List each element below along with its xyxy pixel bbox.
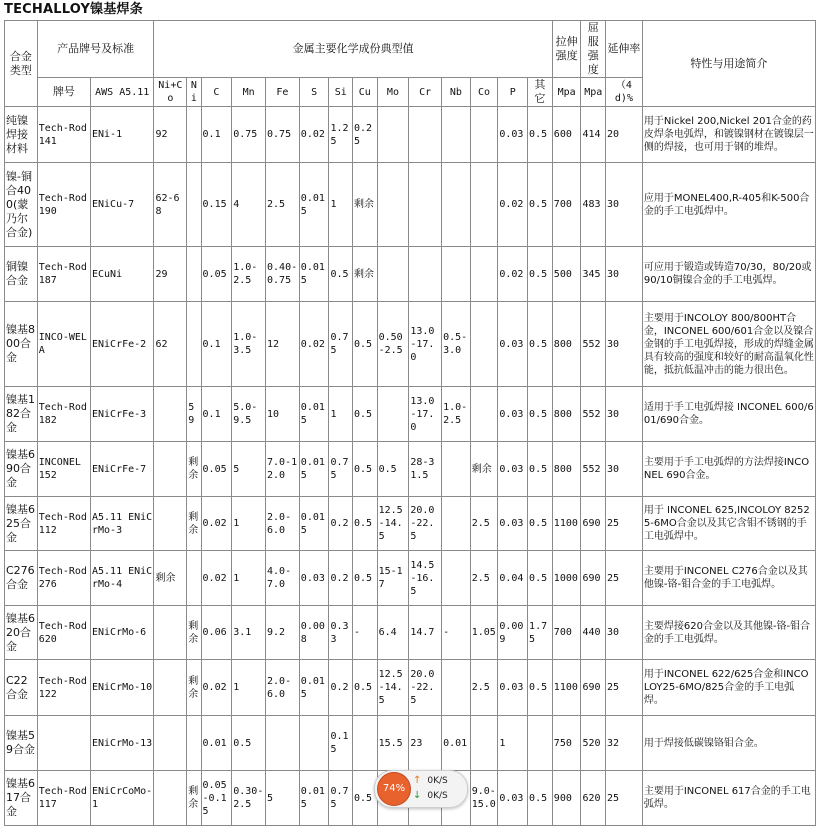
cell-mo [377, 387, 409, 442]
cell-p: 0.03 [498, 442, 528, 497]
cell-type: 镍基182合金 [5, 387, 38, 442]
subheader: （4d)% [606, 78, 643, 107]
cell-desc: 适用于手工电弧焊接 INCONEL 600/601/690合金。 [642, 387, 815, 442]
cell-fe: 9.2 [266, 606, 300, 660]
cell-s: 0.03 [299, 551, 329, 606]
network-speed-widget[interactable] [374, 770, 468, 808]
cell-tensile: 900 [552, 771, 581, 826]
cell-cr: 20.0-22.5 [409, 660, 442, 716]
cell-grade: Tech-Rod 122 [37, 660, 90, 716]
cell-nb [442, 442, 471, 497]
cell-s: 0.015 [299, 660, 329, 716]
cell-aws: ENiCrMo-6 [90, 606, 153, 660]
cell-mn: 1 [232, 660, 266, 716]
cell-tensile: 1000 [552, 551, 581, 606]
cell-tensile: 750 [552, 716, 581, 771]
cell-si: 1 [329, 387, 353, 442]
cell-nico: 62 [154, 302, 187, 387]
cell-tensile: 800 [552, 442, 581, 497]
cell-fe: 2.0-6.0 [266, 660, 300, 716]
cell-si: 0.75 [329, 442, 353, 497]
cell-mo [377, 247, 409, 302]
upload-speed [413, 775, 448, 786]
cell-si: 0.15 [329, 716, 353, 771]
cell-aws: ENi-1 [90, 107, 153, 163]
subheader: Si [329, 78, 353, 107]
cell-s: 0.02 [299, 302, 329, 387]
cell-p: 0.03 [498, 497, 528, 551]
cell-nb [442, 551, 471, 606]
alloy-table [4, 20, 816, 826]
cell-si: 0.2 [329, 551, 353, 606]
table-row [5, 606, 816, 660]
cell-grade: Tech-Rod 141 [37, 107, 90, 163]
cell-fe: 0.75 [266, 107, 300, 163]
cell-type: 镍基620合金 [5, 606, 38, 660]
table-row [5, 387, 816, 442]
header-elongation: 延伸率 [606, 21, 643, 78]
cell-fe: 10 [266, 387, 300, 442]
cell-desc: 应用于MONEL400,R-405和K-500合金的手工电弧焊中。 [642, 163, 815, 247]
table-row [5, 247, 816, 302]
cell-fe: 2.0-6.0 [266, 497, 300, 551]
cell-type: 纯镍焊接材料 [5, 107, 38, 163]
cell-other: 0.5 [528, 387, 553, 442]
cell-elong: 30 [606, 606, 643, 660]
cell-grade: Tech-Rod 112 [37, 497, 90, 551]
cell-s: 0.015 [299, 163, 329, 247]
cell-c: 0.01 [201, 716, 232, 771]
subheader: Co [470, 78, 498, 107]
cell-p: 0.03 [498, 387, 528, 442]
arrow-down-icon: ↓ [413, 790, 422, 801]
subheader: 其它 [528, 78, 553, 107]
cell-elong: 25 [606, 497, 643, 551]
cell-s [299, 716, 329, 771]
cell-grade [37, 716, 90, 771]
cell-nb [442, 163, 471, 247]
cell-s: 0.015 [299, 771, 329, 826]
table-row [5, 442, 816, 497]
cell-other: 0.5 [528, 551, 553, 606]
cell-mn: 0.5 [232, 716, 266, 771]
cell-type: C276合金 [5, 551, 38, 606]
cell-cu: 0.5 [353, 302, 378, 387]
subheader: Nb [442, 78, 471, 107]
cell-cr: 23 [409, 716, 442, 771]
cell-co: 1.05 [470, 606, 498, 660]
cell-c: 0.05 [201, 442, 232, 497]
cell-grade: Tech-Rod 187 [37, 247, 90, 302]
cell-ni [187, 247, 201, 302]
table-row [5, 660, 816, 716]
cell-p: 0.02 [498, 163, 528, 247]
cell-elong: 20 [606, 107, 643, 163]
cell-desc: 用于INCONEL 622/625合金和INCOLOY25-6MO/825合金的手工电弧焊。 [642, 660, 815, 716]
cell-aws: ENiCrMo-10 [90, 660, 153, 716]
cell-yield: 690 [581, 660, 606, 716]
cell-c: 0.02 [201, 660, 232, 716]
cell-nico [154, 606, 187, 660]
subheader: Mn [232, 78, 266, 107]
cell-aws: A5.11 ENiCrMo-3 [90, 497, 153, 551]
cell-ni: 剩余 [187, 497, 201, 551]
cell-desc: 主要用于INCOLOY 800/800HT合金，INCONEL 600/601合金以及镍合金钢的手工电弧焊接，形成的焊缝金属具有较高的强度和较好的耐高温氧化性能，抵抗低温冲击的能力很出色。 [642, 302, 815, 387]
cell-mn: 1.0-2.5 [232, 247, 266, 302]
cell-yield: 440 [581, 606, 606, 660]
cell-type: 镍基625合金 [5, 497, 38, 551]
cell-grade: Tech-Rod 190 [37, 163, 90, 247]
cell-mn: 5.0-9.5 [232, 387, 266, 442]
cell-type: 铜镍合金 [5, 247, 38, 302]
cell-si: 0.75 [329, 302, 353, 387]
cell-ni [187, 107, 201, 163]
upload-speed-value: 0K/S [427, 776, 448, 786]
download-speed [413, 790, 448, 801]
subheader: C [201, 78, 232, 107]
cell-p: 1 [498, 716, 528, 771]
cell-s: 0.015 [299, 387, 329, 442]
cell-ni: 剩余 [187, 606, 201, 660]
cell-nb: 1.0-2.5 [442, 387, 471, 442]
cell-nico [154, 387, 187, 442]
cell-mn: 1 [232, 497, 266, 551]
cell-mn: 4 [232, 163, 266, 247]
cell-cu: 0.5 [353, 387, 378, 442]
cell-tensile: 800 [552, 387, 581, 442]
cell-elong: 25 [606, 660, 643, 716]
cell-mo [377, 107, 409, 163]
cell-cr: 13.0-17.0 [409, 302, 442, 387]
table-row [5, 551, 816, 606]
cell-fe: 0.40-0.75 [266, 247, 300, 302]
cell-nb [442, 247, 471, 302]
cell-other: 0.5 [528, 247, 553, 302]
cell-cr [409, 247, 442, 302]
cell-ni [187, 551, 201, 606]
cell-tensile: 1100 [552, 660, 581, 716]
cell-yield: 345 [581, 247, 606, 302]
cell-cu: 剩余 [353, 163, 378, 247]
header-yield: 屈服强度 [581, 21, 606, 78]
cell-grade: Tech-Rod 276 [37, 551, 90, 606]
cell-other: 0.5 [528, 442, 553, 497]
subheader: Fe [266, 78, 300, 107]
table-row [5, 163, 816, 247]
cell-tensile: 600 [552, 107, 581, 163]
cell-fe: 12 [266, 302, 300, 387]
cell-cr: 14.5-16.5 [409, 551, 442, 606]
subheader: Ni+Co [154, 78, 187, 107]
cell-nb [442, 497, 471, 551]
cell-mn: 5 [232, 442, 266, 497]
cell-p: 0.04 [498, 551, 528, 606]
cell-type: 镍基617合金 [5, 771, 38, 826]
cell-yield: 552 [581, 442, 606, 497]
cell-co: 剩余 [470, 442, 498, 497]
cell-p: 0.03 [498, 107, 528, 163]
cell-ni: 59 [187, 387, 201, 442]
cell-mn: 0.30-2.5 [232, 771, 266, 826]
cell-desc: 用于焊接低碳镍铬钼合金。 [642, 716, 815, 771]
cell-si: 0.2 [329, 660, 353, 716]
cell-co: 2.5 [470, 497, 498, 551]
cell-nb [442, 107, 471, 163]
cell-fe: 4.0-7.0 [266, 551, 300, 606]
cell-si: 1.25 [329, 107, 353, 163]
arrow-up-icon: ↑ [413, 775, 422, 786]
cell-yield: 414 [581, 107, 606, 163]
cell-yield: 552 [581, 302, 606, 387]
cell-type: C22合金 [5, 660, 38, 716]
cell-other: 0.5 [528, 497, 553, 551]
cell-yield: 690 [581, 551, 606, 606]
cell-elong: 25 [606, 771, 643, 826]
cell-nico [154, 442, 187, 497]
cell-aws: ENiCrMo-13 [90, 716, 153, 771]
cell-cu [353, 716, 378, 771]
table-row [5, 497, 816, 551]
cell-elong: 30 [606, 163, 643, 247]
table-row [5, 302, 816, 387]
cell-type: 镍基690合金 [5, 442, 38, 497]
cell-nico: 92 [154, 107, 187, 163]
cell-yield: 483 [581, 163, 606, 247]
cell-grade: INCONEL 152 [37, 442, 90, 497]
cell-elong: 30 [606, 387, 643, 442]
cell-co [470, 163, 498, 247]
cell-si: 1 [329, 163, 353, 247]
subheader: 牌号 [37, 78, 90, 107]
cell-mo: 0.50-2.5 [377, 302, 409, 387]
cell-tensile: 800 [552, 302, 581, 387]
cell-mo [377, 163, 409, 247]
cell-cr: 20.0-22.5 [409, 497, 442, 551]
cell-aws: ENiCrFe-7 [90, 442, 153, 497]
cell-mo: 12.5-14.5 [377, 660, 409, 716]
subheader: P [498, 78, 528, 107]
cell-s: 0.02 [299, 107, 329, 163]
cell-cr: 14.7 [409, 606, 442, 660]
cell-mo: 15.5 [377, 716, 409, 771]
cell-nico [154, 716, 187, 771]
subheader: Mpa [581, 78, 606, 107]
cell-p: 0.02 [498, 247, 528, 302]
cell-nb: - [442, 606, 471, 660]
cell-p: 0.03 [498, 660, 528, 716]
cell-co [470, 387, 498, 442]
cell-yield: 552 [581, 387, 606, 442]
cell-c: 0.1 [201, 387, 232, 442]
cell-fe: 5 [266, 771, 300, 826]
cell-si: 0.2 [329, 497, 353, 551]
cell-co: 9.0-15.0 [470, 771, 498, 826]
cell-aws: ENiCrFe-2 [90, 302, 153, 387]
cell-co: 2.5 [470, 660, 498, 716]
cell-grade: Tech-Rod 182 [37, 387, 90, 442]
cell-c: 0.05-0.15 [201, 771, 232, 826]
cell-cr: 28-31.5 [409, 442, 442, 497]
cell-mo: 12.5-14.5 [377, 497, 409, 551]
subheader: Mo [377, 78, 409, 107]
subheader: Mpa [552, 78, 581, 107]
cell-cu: 0.5 [353, 497, 378, 551]
cell-other: 1.75 [528, 606, 553, 660]
cell-cr: 13.0-17.0 [409, 387, 442, 442]
cell-desc: 主要用于INCONEL C276合金以及其他镍-铬-钼合金的手工电弧焊。 [642, 551, 815, 606]
cell-fe: 2.5 [266, 163, 300, 247]
cell-nico [154, 771, 187, 826]
cell-nb: 0.5-3.0 [442, 302, 471, 387]
cell-co [470, 716, 498, 771]
cell-nico [154, 660, 187, 716]
cell-mn: 1 [232, 551, 266, 606]
memory-gauge[interactable]: 74% [377, 772, 411, 806]
cell-c: 0.1 [201, 107, 232, 163]
cell-ni: 剩余 [187, 442, 201, 497]
cell-desc: 用于Nickel 200,Nickel 201合金的药皮焊条电弧焊，和镀镍钢材在镀镍层一侧的焊接，也可用于钢的堆焊。 [642, 107, 815, 163]
subheader: AWS A5.11 [90, 78, 153, 107]
cell-type: 镍-铜合400(蒙乃尔合金) [5, 163, 38, 247]
header-tensile: 拉伸强度 [552, 21, 581, 78]
cell-p: 0.03 [498, 771, 528, 826]
cell-s: 0.015 [299, 442, 329, 497]
cell-cu: - [353, 606, 378, 660]
cell-cr [409, 163, 442, 247]
cell-fe [266, 716, 300, 771]
cell-aws: ECuNi [90, 247, 153, 302]
cell-grade: INCO-WEL A [37, 302, 90, 387]
cell-p: 0.03 [498, 302, 528, 387]
cell-si: 0.5 [329, 247, 353, 302]
subheader: Cr [409, 78, 442, 107]
cell-grade: Tech-Rod 117 [37, 771, 90, 826]
cell-tensile: 1100 [552, 497, 581, 551]
download-speed-value: 0K/S [427, 791, 448, 801]
cell-c: 0.1 [201, 302, 232, 387]
cell-ni [187, 716, 201, 771]
cell-desc: 主要用于INCONEL 617合金的手工电弧焊。 [642, 771, 815, 826]
cell-tensile: 500 [552, 247, 581, 302]
cell-aws: A5.11 ENiCrMo-4 [90, 551, 153, 606]
cell-co: 2.5 [470, 551, 498, 606]
cell-elong: 30 [606, 247, 643, 302]
cell-cu: 剩余 [353, 247, 378, 302]
cell-yield: 690 [581, 497, 606, 551]
header-alloy-type: 合金类型 [5, 21, 38, 107]
cell-ni [187, 163, 201, 247]
cell-c: 0.02 [201, 551, 232, 606]
cell-type: 镍基59合金 [5, 716, 38, 771]
cell-elong: 25 [606, 551, 643, 606]
cell-mn: 3.1 [232, 606, 266, 660]
cell-cu: 0.5 [353, 771, 378, 826]
cell-elong: 32 [606, 716, 643, 771]
cell-aws: ENiCu-7 [90, 163, 153, 247]
cell-mn: 0.75 [232, 107, 266, 163]
cell-other: 0.5 [528, 660, 553, 716]
cell-c: 0.02 [201, 497, 232, 551]
cell-yield: 520 [581, 716, 606, 771]
cell-other: 0.5 [528, 302, 553, 387]
cell-elong: 30 [606, 302, 643, 387]
cell-nico: 62-68 [154, 163, 187, 247]
cell-co [470, 107, 498, 163]
cell-yield: 620 [581, 771, 606, 826]
cell-tensile: 700 [552, 163, 581, 247]
cell-other: 0.5 [528, 107, 553, 163]
cell-desc: 主要焊接620合金以及其他镍-铬-钼合金的手工电弧焊。 [642, 606, 815, 660]
cell-other: 0.5 [528, 771, 553, 826]
cell-mo: 0.5 [377, 442, 409, 497]
cell-aws: ENiCrCoMo-1 [90, 771, 153, 826]
subheader: Ni [187, 78, 201, 107]
cell-nb [442, 660, 471, 716]
cell-mo: 15-17 [377, 551, 409, 606]
header-composition: 金属主要化学成份典型值 [154, 21, 552, 78]
cell-cu: 0.5 [353, 551, 378, 606]
cell-cu: 0.25 [353, 107, 378, 163]
cell-fe: 7.0-12.0 [266, 442, 300, 497]
cell-mn: 1.0-3.5 [232, 302, 266, 387]
cell-c: 0.15 [201, 163, 232, 247]
cell-ni: 剩余 [187, 660, 201, 716]
cell-desc: 用于 INCONEL 625,INCOLOY 82525-6MO合金以及其它含钼不锈钢的手工电弧焊中。 [642, 497, 815, 551]
cell-mo: 6.4 [377, 606, 409, 660]
cell-cr [409, 107, 442, 163]
cell-grade: Tech-Rod 620 [37, 606, 90, 660]
header-properties: 特性与用途简介 [642, 21, 815, 107]
header-product-grade: 产品牌号及标准 [37, 21, 154, 78]
cell-nico [154, 497, 187, 551]
cell-s: 0.015 [299, 497, 329, 551]
cell-other: 0.5 [528, 163, 553, 247]
cell-type: 镍基800合金 [5, 302, 38, 387]
subheader: S [299, 78, 329, 107]
table-row [5, 716, 816, 771]
cell-co [470, 247, 498, 302]
cell-nb: 0.01 [442, 716, 471, 771]
table-row [5, 107, 816, 163]
cell-aws: ENiCrFe-3 [90, 387, 153, 442]
cell-c: 0.06 [201, 606, 232, 660]
cell-nico: 剩余 [154, 551, 187, 606]
cell-tensile: 700 [552, 606, 581, 660]
cell-cu: 0.5 [353, 660, 378, 716]
cell-cu: 0.5 [353, 442, 378, 497]
cell-desc: 可应用于锻造或铸造70/30，80/20或90/10铜镍合金的手工电弧焊。 [642, 247, 815, 302]
cell-elong: 30 [606, 442, 643, 497]
cell-si: 0.33 [329, 606, 353, 660]
cell-desc: 主要用于手工电弧焊的方法焊接INCONEL 690合金。 [642, 442, 815, 497]
cell-other [528, 716, 553, 771]
subheader: Cu [353, 78, 378, 107]
cell-ni [187, 302, 201, 387]
cell-s: 0.015 [299, 247, 329, 302]
cell-ni: 剩余 [187, 771, 201, 826]
cell-s: 0.008 [299, 606, 329, 660]
cell-nico: 29 [154, 247, 187, 302]
cell-p: 0.009 [498, 606, 528, 660]
cell-c: 0.05 [201, 247, 232, 302]
cell-co [470, 302, 498, 387]
cell-si: 0.75 [329, 771, 353, 826]
page-title: TECHALLOY镍基焊条 [4, 2, 143, 17]
